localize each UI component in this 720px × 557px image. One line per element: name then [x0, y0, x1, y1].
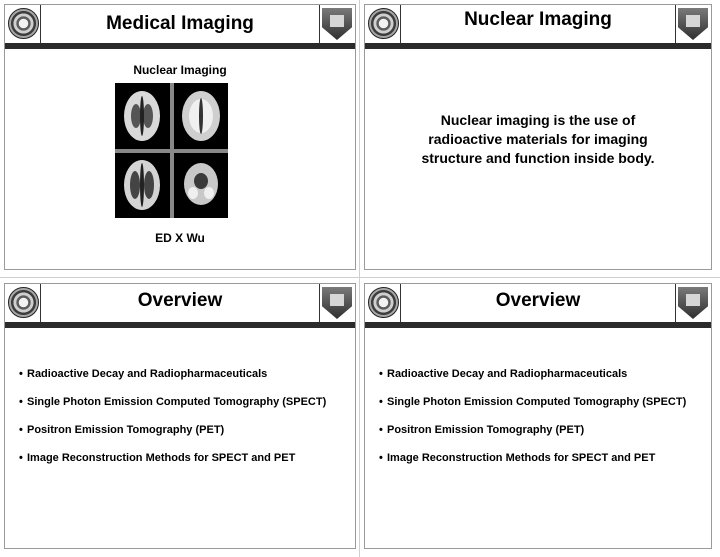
slide-title-bar: [365, 5, 711, 49]
page-divider-vertical: [359, 0, 360, 557]
slide-title-bar: [5, 5, 355, 49]
slide-4[interactable]: [364, 283, 712, 549]
slide-subtitle: Nuclear Imaging: [133, 63, 227, 77]
brain-scan-image: [174, 83, 229, 149]
list-item: • Radioactive Decay and Radiopharmaceuticals: [19, 368, 268, 380]
slide-body-text: Nuclear imaging is the use of radioactive materials for imaging structure and function inside body.: [421, 112, 655, 166]
list-item: • Positron Emission Tomography (PET): [379, 424, 585, 436]
slide-title: Overview: [495, 290, 581, 311]
title-box: [400, 5, 676, 43]
university-seal-icon: [8, 8, 39, 39]
slide-title: Nuclear Imaging: [464, 9, 612, 30]
slide-title: Medical Imaging: [106, 13, 254, 34]
title-box: [40, 5, 320, 43]
title-box: [400, 284, 676, 322]
bullet-list: [19, 368, 349, 480]
slide-title-bar: [5, 284, 355, 328]
list-item: • Image Reconstruction Methods for SPECT and PET: [379, 452, 656, 464]
list-item: • Radioactive Decay and Radiopharmaceuticals: [379, 368, 628, 380]
university-seal-icon: [8, 287, 39, 318]
list-item: • Single Photon Emission Computed Tomography (SPECT): [19, 396, 327, 408]
slide-2[interactable]: [364, 4, 712, 270]
bullet-list: [379, 368, 705, 480]
brain-scan-grid: [115, 83, 228, 218]
list-item: • Single Photon Emission Computed Tomography (SPECT): [379, 396, 687, 408]
page-divider-horizontal: [0, 277, 720, 278]
brain-scan-image: [174, 153, 229, 219]
brain-scan-image: [115, 153, 170, 219]
university-crest-icon: [322, 8, 352, 40]
university-seal-icon: [368, 287, 399, 318]
list-item: • Image Reconstruction Methods for SPECT and PET: [19, 452, 296, 464]
list-item: • Positron Emission Tomography (PET): [19, 424, 225, 436]
brain-scan-image: [115, 83, 170, 149]
university-crest-icon: [678, 287, 708, 319]
university-seal-icon: [368, 8, 399, 39]
slide-title: Overview: [137, 290, 223, 311]
slide-3[interactable]: [4, 283, 356, 549]
slide-1[interactable]: [4, 4, 356, 270]
university-crest-icon: [322, 287, 352, 319]
university-crest-icon: [678, 8, 708, 40]
slide-author: ED X Wu: [155, 231, 205, 245]
slide-title-bar: [365, 284, 711, 328]
title-box: [40, 284, 320, 322]
